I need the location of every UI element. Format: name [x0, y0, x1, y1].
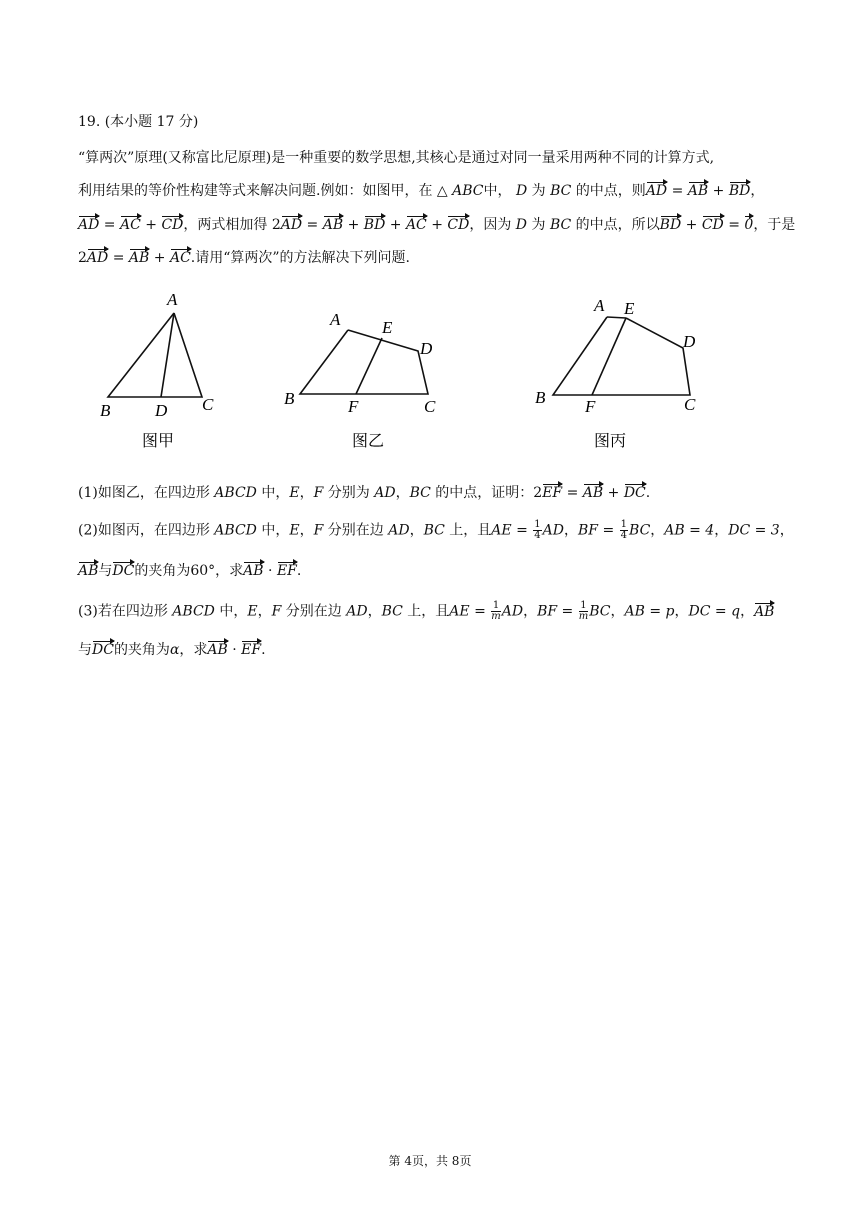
label-a: A — [330, 310, 341, 329]
intro-line-2: 利用结果的等价性构建等式来解决问题.例如：如图甲，在 △ ABC中， D 为 BC 的中点，则AD = AB + BD， — [78, 183, 765, 199]
figure-caption: 图丙 — [594, 431, 627, 450]
label-d: D — [155, 401, 168, 420]
label-b: B — [100, 401, 111, 420]
q2-ab-value: AB = 4 — [664, 522, 715, 539]
q2-dc-value: DC = 3 — [728, 522, 780, 539]
intro-text: ，因为 — [469, 217, 512, 233]
intro-text: 利用结果的等价性构建等式来解决问题.例如：如图甲，在 — [78, 183, 433, 199]
label-c: C — [202, 395, 214, 414]
question-2: (2)如图丙，在四边形 ABCD 中，E，F 分别在边 AD，BC 上，且AE = $\frac{1}{4}$ AD，BF = $\frac{1}{4}$ BC，AB = 4，DC = 3， — [78, 519, 794, 541]
label-e: E — [624, 299, 635, 318]
intro-text: 为 — [531, 217, 546, 233]
figure-caption: 图乙 — [352, 431, 385, 450]
q-text: ，求 — [179, 642, 208, 658]
label-d: D — [683, 332, 696, 351]
q-text: ，求 — [215, 563, 244, 579]
label-d: D — [420, 339, 433, 358]
question-1: (1)如图乙，在四边形 ABCD 中，E，F 分别为 AD，BC 的中点，证明：2EF = AB + DC. — [78, 485, 651, 501]
intro-text: 为 — [531, 183, 546, 199]
q-text: 分别在边 — [327, 522, 384, 539]
q-text: (1)如图乙，在四边形 — [78, 485, 210, 501]
figure-jia — [90, 286, 230, 456]
label-e: E — [382, 318, 393, 337]
q-text: 中， — [219, 603, 248, 620]
intro-text: ，两式相加得 — [183, 217, 268, 233]
label-c: C — [424, 397, 436, 416]
label-f: F — [585, 397, 596, 416]
q-text: (3)若在四边形 — [78, 603, 168, 620]
label-b: B — [535, 388, 546, 407]
q-text: 与 — [78, 642, 92, 658]
question-3: (3)若在四边形 ABCD 中，E，F 分别在边 AD，BC 上，且AE = $\frac{1}{m}$ AD，BF = $\frac{1}{m}$ BC，AB = p，DC = q，AB — [78, 600, 775, 622]
intro-text: ，于是 — [753, 217, 796, 233]
intro-text: 的中点，则 — [575, 183, 646, 199]
q-text: 上，且 — [407, 603, 450, 620]
page-footer: 第 4页，共 8页 — [388, 1154, 472, 1168]
q-text: 分别为 — [327, 485, 370, 501]
label-a: A — [167, 290, 178, 309]
q-text: (2)如图丙，在四边形 — [78, 522, 210, 539]
q-text: 的中点，证明： — [435, 485, 534, 501]
figure-bing — [530, 290, 720, 456]
label-b: B — [284, 389, 295, 408]
intro-line-1: “算两次”原理(又称富比尼原理)是一种重要的数学思想,其核心是通过对同一量采用两种不同的计算方式, — [78, 150, 715, 166]
figure-yi — [278, 300, 450, 456]
label-f: F — [348, 397, 359, 416]
q-text: 的夹角为 — [134, 563, 191, 579]
question-3-cont: 与DC的夹角为α，求AB · EF. — [78, 642, 266, 658]
q-text: 中， — [261, 522, 290, 539]
intro-text: 的中点，所以 — [575, 217, 660, 233]
q-text: 的夹角为 — [113, 642, 170, 658]
label-a: A — [594, 296, 605, 315]
label-c: C — [684, 395, 696, 414]
q-text: 分别在边 — [285, 603, 342, 620]
figure-caption: 图甲 — [142, 431, 175, 450]
q-text: 上，且 — [449, 522, 492, 539]
intro-line-3: AD = AC + CD，两式相加得 2AD = AB + BD + AC + CD，因为 D 为 BC 的中点，所以BD + CD = 0，于是 — [78, 217, 796, 233]
intro-text: 中， — [483, 183, 512, 199]
intro-text: .请用“算两次”的方法解决下列问题. — [190, 250, 410, 266]
q-text: 中， — [261, 485, 290, 501]
problem-heading: 19. (本小题 17 分) — [78, 114, 199, 130]
intro-line-4: 2AD = AB + AC.请用“算两次”的方法解决下列问题. — [78, 250, 410, 266]
question-2-cont: AB与DC的夹角为60°，求AB · EF. — [78, 563, 302, 579]
q2-angle: 60° — [190, 563, 216, 579]
